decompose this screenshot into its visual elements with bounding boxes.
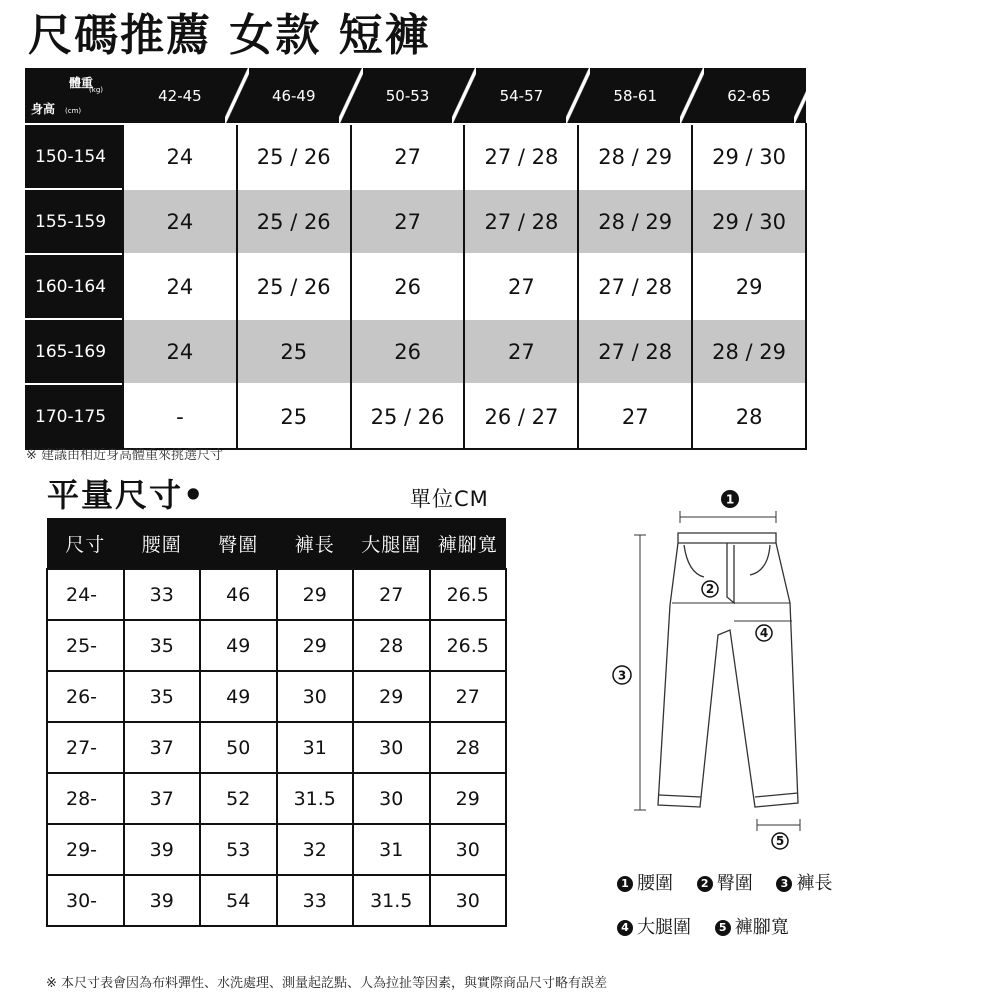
size-cell: 27: [351, 189, 465, 254]
measurement-col-header: 褲長: [277, 518, 354, 569]
size-cell: 25 / 26: [237, 254, 351, 319]
recommendation-row: [25, 189, 806, 254]
size-cell: 24: [123, 124, 237, 189]
measurement-cell: 37: [124, 773, 201, 824]
size-cell: 28: [692, 384, 806, 449]
measurement-cell: 29: [430, 773, 507, 824]
recommendation-row: [25, 254, 806, 319]
size-cell: 27 / 28: [578, 254, 692, 319]
diagram-legend-line-2: [617, 913, 807, 939]
measurement-cell: 30: [353, 773, 430, 824]
measurement-cell: 37: [124, 722, 201, 773]
measurement-col-header: 褲腳寬: [430, 518, 507, 569]
measurement-cell: 33: [277, 875, 354, 926]
size-recommendation-table: [25, 68, 807, 450]
measurement-cell: 54: [200, 875, 277, 926]
svg-text:4: 4: [759, 626, 769, 640]
size-cell: -: [123, 384, 237, 449]
svg-text:5: 5: [775, 834, 785, 848]
measurement-cell: 39: [124, 824, 201, 875]
legend-item: [617, 917, 691, 938]
measurement-cell: 39: [124, 875, 201, 926]
measurement-row: [47, 773, 506, 824]
height-row-header: 150-154: [25, 124, 123, 189]
weight-header-row: [25, 68, 806, 124]
svg-text:2: 2: [705, 582, 715, 596]
legend-item: [776, 873, 832, 894]
measurement-cell: 26.5: [430, 620, 507, 671]
measurement-cell: 27: [353, 569, 430, 620]
legend-label: 大腿圍: [637, 917, 691, 938]
pants-measurement-diagram: [600, 485, 840, 865]
size-label-cell: 28-: [47, 773, 124, 824]
size-cell: 24: [123, 319, 237, 384]
marker-3: [613, 666, 631, 684]
size-cell: 28 / 29: [578, 124, 692, 189]
measurement-cell: 29: [353, 671, 430, 722]
size-cell: 29: [692, 254, 806, 319]
measurement-cell: 30: [353, 722, 430, 773]
size-cell: 27: [464, 319, 578, 384]
size-cell: 25 / 26: [351, 384, 465, 449]
measurement-cell: 46: [200, 569, 277, 620]
size-cell: 27: [578, 384, 692, 449]
weight-col-header: 58-61: [578, 68, 692, 124]
measurement-col-header: 腰圍: [124, 518, 201, 569]
legend-item: [617, 873, 673, 894]
height-row-header: 160-164: [25, 254, 123, 319]
legend-item: [697, 873, 753, 894]
size-cell: 29 / 30: [692, 189, 806, 254]
size-cell: 26: [351, 254, 465, 319]
legend-number: 3: [776, 876, 792, 892]
recommendation-note: ※ 建議由相近身高體重來挑選尺寸: [26, 448, 224, 463]
measurement-cell: 35: [124, 620, 201, 671]
size-cell: 29 / 30: [692, 124, 806, 189]
measurement-row: [47, 875, 506, 926]
size-label-cell: 29-: [47, 824, 124, 875]
bottom-disclaimer: ※ 本尺寸表會因為布料彈性、水洗處理、測量起訖點、人為拉扯等因素，與實際商品尺寸略有誤差: [46, 976, 608, 991]
recommendation-row: [25, 319, 806, 384]
measurement-cell: 30: [430, 875, 507, 926]
height-row-header: 170-175: [25, 384, 123, 449]
marker-5: [772, 833, 788, 849]
weight-col-header: 42-45: [123, 68, 237, 124]
size-cell: 27 / 28: [464, 124, 578, 189]
legend-label: 臀圍: [716, 873, 753, 894]
measurement-unit: 單位CM: [410, 487, 489, 511]
measurement-cell: 30: [277, 671, 354, 722]
size-cell: 27: [351, 124, 465, 189]
legend-number: 2: [697, 876, 713, 892]
size-cell: 28 / 29: [578, 189, 692, 254]
height-row-header: 155-159: [25, 189, 123, 254]
diagram-legend-line-1: [617, 869, 850, 895]
legend-number: 5: [715, 920, 731, 936]
measurement-cell: 31.5: [277, 773, 354, 824]
measurement-cell: 26.5: [430, 569, 507, 620]
measurement-cell: 29: [277, 569, 354, 620]
size-cell: 26 / 27: [464, 384, 578, 449]
weight-label: 體重: [68, 76, 93, 90]
legend-item: [715, 917, 789, 938]
marker-4: [756, 625, 772, 641]
weight-col-header: 54-57: [464, 68, 578, 124]
size-cell: 25: [237, 319, 351, 384]
weight-col-header: 62-65: [692, 68, 806, 124]
measurement-col-header: 臀圍: [200, 518, 277, 569]
legend-number: 1: [617, 876, 633, 892]
height-row-header: 165-169: [25, 319, 123, 384]
measurement-row: [47, 824, 506, 875]
size-cell: 26: [351, 319, 465, 384]
measurement-cell: 32: [277, 824, 354, 875]
size-cell: 25 / 26: [237, 124, 351, 189]
size-label-cell: 24-: [47, 569, 124, 620]
measurement-cell: 50: [200, 722, 277, 773]
pants-outline: [658, 533, 798, 807]
corner-header: [25, 68, 123, 124]
size-label-cell: 25-: [47, 620, 124, 671]
measurement-cell: 33: [124, 569, 201, 620]
weight-col-header: 50-53: [351, 68, 465, 124]
measurement-cell: 27: [430, 671, 507, 722]
size-cell: 25: [237, 384, 351, 449]
height-label: 身高: [31, 102, 56, 116]
svg-text:1: 1: [725, 492, 735, 507]
measurement-cell: 30: [430, 824, 507, 875]
measurement-cell: 29: [277, 620, 354, 671]
svg-text:3: 3: [617, 668, 627, 683]
measurement-cell: 31: [353, 824, 430, 875]
size-cell: 24: [123, 254, 237, 319]
size-cell: 27: [464, 254, 578, 319]
measurement-cell: 31.5: [353, 875, 430, 926]
measurement-row: [47, 722, 506, 773]
legend-label: 腰圍: [637, 873, 673, 894]
legend-number: 4: [617, 920, 633, 936]
measurement-row: [47, 620, 506, 671]
measurement-cell: 31: [277, 722, 354, 773]
size-cell: 28 / 29: [692, 319, 806, 384]
marker-1: [721, 490, 739, 508]
measurement-header-row: [47, 518, 506, 569]
recommendation-row: [25, 124, 806, 189]
measurement-cell: 49: [200, 620, 277, 671]
weight-col-header: 46-49: [237, 68, 351, 124]
measurement-cell: 52: [200, 773, 277, 824]
page-title: 尺碼推薦 女款 短褲: [28, 10, 431, 61]
measurement-cell: 28: [430, 722, 507, 773]
measurement-row: [47, 569, 506, 620]
marker-2: [702, 581, 718, 597]
measurement-title: 平量尺寸•: [47, 476, 206, 514]
recommendation-row: [25, 384, 806, 449]
measurement-cell: 53: [200, 824, 277, 875]
size-cell: 27 / 28: [578, 319, 692, 384]
size-label-cell: 27-: [47, 722, 124, 773]
measurement-col-header: 大腿圍: [353, 518, 430, 569]
size-cell: 24: [123, 189, 237, 254]
size-cell: 25 / 26: [237, 189, 351, 254]
measurement-table: [46, 518, 507, 927]
legend-label: 褲腳寬: [734, 917, 789, 938]
weight-unit: (kg): [89, 86, 103, 94]
measurement-row: [47, 671, 506, 722]
size-label-cell: 30-: [47, 875, 124, 926]
size-label-cell: 26-: [47, 671, 124, 722]
measurement-cell: 35: [124, 671, 201, 722]
height-unit: (cm): [65, 107, 82, 115]
measurement-cell: 28: [353, 620, 430, 671]
measurement-cell: 49: [200, 671, 277, 722]
measurement-col-header: 尺寸: [47, 518, 124, 569]
legend-label: 褲長: [796, 873, 833, 894]
size-cell: 27 / 28: [464, 189, 578, 254]
